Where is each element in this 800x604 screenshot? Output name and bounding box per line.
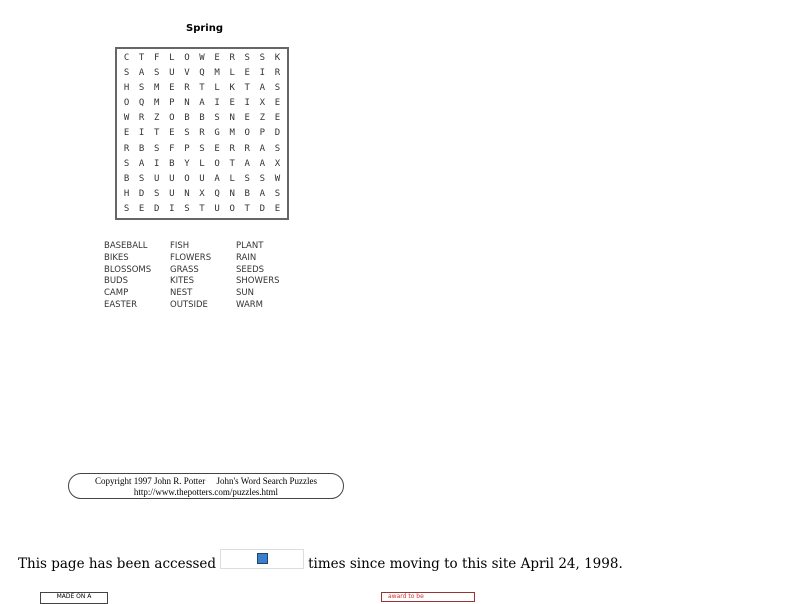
grid-letter: T (199, 82, 205, 93)
grid-letter: E (214, 143, 220, 154)
grid-letter: M (154, 82, 160, 93)
grid-letter: O (169, 113, 175, 124)
grid-letter: S (274, 189, 281, 200)
grid-letter: S (184, 128, 190, 139)
grid-letter: I (244, 98, 250, 109)
grid-letter: T (199, 204, 205, 215)
grid-letter: N (184, 98, 190, 109)
grid-letter: W (123, 113, 130, 124)
grid-letter: A (138, 158, 145, 169)
copyright-text: Copyright 1997 John R. Potter John's Word Search Puzzles (95, 476, 317, 486)
grid-letter: M (229, 128, 235, 139)
grid-letter: E (274, 98, 281, 109)
grid-letter: P (259, 128, 266, 139)
grid-letter: A (199, 98, 205, 109)
grid-letter: D (154, 204, 160, 215)
access-text-after: times since moving to this site April 24, 1998. (308, 556, 623, 572)
grid-letter: O (244, 128, 250, 139)
grid-letter: U (214, 204, 220, 215)
broken-image-icon (257, 553, 268, 564)
grid-letter: I (169, 204, 175, 215)
grid-letter: I (214, 98, 220, 109)
grid-letter: F (169, 143, 175, 154)
word-list-item: FLOWERS (170, 252, 212, 263)
hit-counter-image (220, 549, 304, 569)
grid-letter: L (214, 82, 220, 93)
grid-letter: M (154, 98, 160, 109)
word-list-item: RAIN (236, 252, 257, 263)
grid-letter: X (274, 158, 281, 169)
grid-letter: B (184, 113, 190, 124)
grid-letter: B (169, 158, 175, 169)
grid-letter: W (274, 174, 281, 185)
letter-grid (115, 47, 289, 220)
grid-letter: S (184, 204, 190, 215)
grid-letter: A (214, 174, 220, 185)
grid-letter: D (274, 128, 281, 139)
grid-letter: P (184, 143, 190, 154)
grid-letter: B (123, 174, 130, 185)
grid-letter: C (123, 52, 130, 63)
grid-letter: E (169, 82, 175, 93)
grid-letter: S (244, 174, 250, 185)
grid-letter: T (154, 128, 160, 139)
made-on-badge[interactable]: MADE ON A (40, 592, 108, 604)
word-list-item: SEEDS (236, 264, 265, 275)
grid-letter: G (214, 128, 220, 139)
grid-letter: E (169, 128, 175, 139)
grid-letter: I (138, 128, 145, 139)
word-list-item: SUN (236, 288, 254, 299)
grid-letter: O (184, 52, 190, 63)
grid-letter: E (274, 204, 281, 215)
access-counter-line (18, 554, 623, 574)
grid-letter: E (274, 113, 281, 124)
word-list-item: OUTSIDE (170, 299, 208, 310)
grid-letter: Q (214, 189, 220, 200)
grid-letter: N (184, 189, 190, 200)
grid-letter: S (138, 82, 145, 93)
grid-letter: K (229, 82, 235, 93)
grid-letter: L (199, 158, 205, 169)
grid-letter: B (244, 189, 250, 200)
grid-letter: E (229, 98, 235, 109)
word-list-item: GRASS (170, 264, 199, 275)
grid-letter: L (229, 174, 235, 185)
word-list-item: KITES (170, 276, 195, 287)
grid-letter: R (138, 113, 145, 124)
word-list-item: SHOWERS (236, 276, 280, 287)
grid-letter: D (259, 204, 266, 215)
grid-letter: O (184, 174, 190, 185)
grid-letter: B (199, 113, 205, 124)
access-text-before: This page has been accessed (18, 556, 217, 572)
grid-letter: A (244, 158, 250, 169)
puzzle-title: Spring (186, 23, 223, 34)
grid-letter: X (199, 189, 205, 200)
grid-letter: I (259, 67, 266, 78)
word-list-item: PLANT (236, 241, 264, 251)
grid-letter: T (244, 82, 250, 93)
award-badge[interactable]: award to be (381, 592, 475, 602)
grid-letter: S (244, 52, 250, 63)
grid-letter: A (259, 82, 266, 93)
grid-letter: R (123, 143, 130, 154)
word-list-item: EASTER (104, 299, 138, 310)
grid-letter: E (214, 52, 220, 63)
word-list (104, 241, 302, 312)
grid-letter: W (199, 52, 205, 63)
grid-letter: E (244, 67, 250, 78)
grid-letter: S (154, 143, 160, 154)
grid-letter: R (244, 143, 250, 154)
grid-letter: R (274, 67, 281, 78)
grid-letter: O (214, 158, 220, 169)
grid-letter: R (229, 143, 235, 154)
grid-letter: R (229, 52, 235, 63)
grid-letter: R (184, 82, 190, 93)
grid-letter: O (229, 204, 235, 215)
word-list-item: BASEBALL (104, 241, 148, 251)
grid-letter: M (214, 67, 220, 78)
grid-letter: A (259, 189, 266, 200)
word-list-item: NEST (170, 288, 193, 299)
copyright-banner[interactable] (68, 473, 344, 499)
grid-letter: N (229, 189, 235, 200)
copyright-url[interactable]: http://www.thepotters.com/puzzles.html (133, 487, 279, 497)
word-list-item: BLOSSOMS (104, 264, 152, 275)
grid-letter: U (199, 174, 205, 185)
grid-letter: T (138, 52, 145, 63)
grid-letter: U (154, 174, 160, 185)
grid-letter: D (138, 189, 145, 200)
grid-letter: S (274, 82, 281, 93)
grid-letter: V (184, 67, 190, 78)
word-list-item: WARM (236, 299, 263, 310)
grid-letter: R (199, 128, 205, 139)
grid-letter: E (138, 204, 145, 215)
grid-letter: S (274, 143, 281, 154)
word-list-item: FISH (170, 241, 190, 251)
grid-letter: T (229, 158, 235, 169)
grid-letter: S (123, 158, 130, 169)
grid-letter: A (259, 143, 266, 154)
grid-letter: H (123, 189, 130, 200)
word-list-item: CAMP (104, 288, 129, 299)
grid-letter: Z (154, 113, 160, 124)
grid-letter: Q (138, 98, 145, 109)
grid-letter: E (123, 128, 130, 139)
grid-letter: S (214, 113, 220, 124)
grid-letter: O (123, 98, 130, 109)
grid-letter: Y (184, 158, 190, 169)
grid-letter: X (259, 98, 266, 109)
grid-letter: S (138, 174, 145, 185)
grid-letter: S (154, 67, 160, 78)
grid-letter: Q (199, 67, 205, 78)
grid-letter: P (169, 98, 175, 109)
grid-letter: E (244, 113, 250, 124)
grid-letter: K (274, 52, 281, 63)
word-list-item: BUDS (104, 276, 128, 287)
grid-letter: F (154, 52, 160, 63)
grid-letter: S (123, 67, 130, 78)
grid-letter: S (154, 189, 160, 200)
grid-letter: S (199, 143, 205, 154)
grid-letter: S (259, 174, 266, 185)
grid-letter: U (169, 67, 175, 78)
grid-letter: U (169, 189, 175, 200)
grid-letter: T (244, 204, 250, 215)
grid-letter: B (138, 143, 145, 154)
word-list-item: BIKES (104, 252, 129, 263)
grid-letter: L (229, 67, 235, 78)
grid-letter: A (259, 158, 266, 169)
grid-letter: I (154, 158, 160, 169)
grid-letter: S (259, 52, 266, 63)
grid-letter: N (229, 113, 235, 124)
grid-letter: Z (259, 113, 266, 124)
grid-letter: U (169, 174, 175, 185)
grid-letter: S (123, 204, 130, 215)
grid-letter: H (123, 82, 130, 93)
grid-letter: L (169, 52, 175, 63)
grid-letter: A (138, 67, 145, 78)
